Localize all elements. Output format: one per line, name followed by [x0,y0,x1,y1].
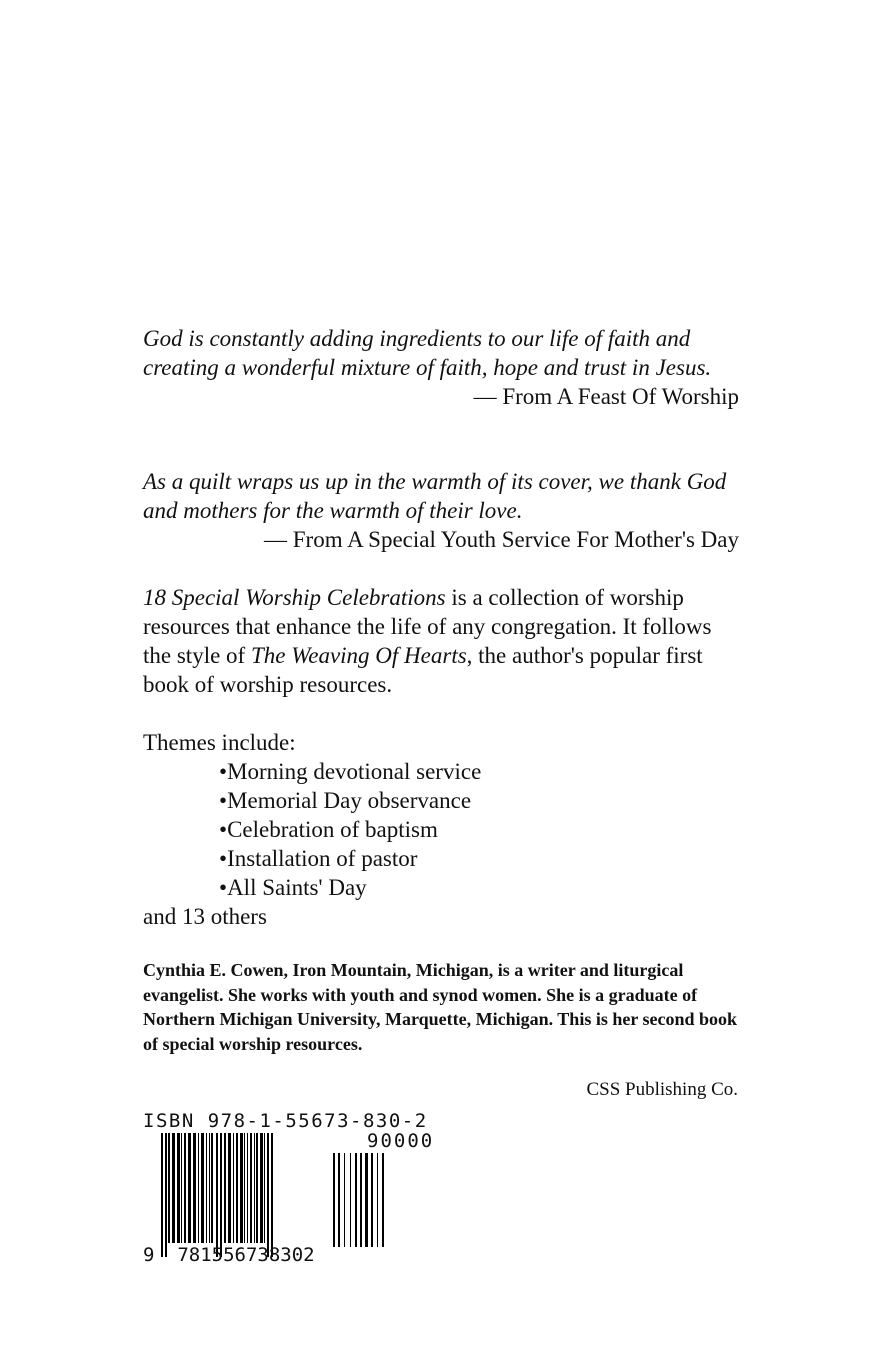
barcode-bar [168,1133,170,1243]
barcode-guard-bar [271,1133,273,1257]
barcode-first-digit: 9 [143,1244,155,1266]
barcode-price-code: 90000 [367,1130,435,1152]
quote-feast-of-worship [143,324,743,411]
barcode-guard-bar [267,1133,269,1257]
theme-item: • All Saints' Day [219,873,743,902]
previous-book-title: The Weaving Of Hearts [250,643,467,668]
themes-intro: Themes include: [143,730,296,755]
theme-item: • Memorial Day observance [219,786,743,815]
barcode-digits [143,1244,315,1266]
themes-more: and 13 others [143,904,267,929]
barcode-addon-bar [350,1153,351,1247]
publisher-name: CSS Publishing Co. [586,1079,738,1100]
quote-attribution: — From A Special Youth Service For Mother's Day [264,527,739,552]
barcode-addon-bar [365,1153,368,1247]
barcode-addon-bar [344,1153,345,1247]
barcode-addon-bars [333,1153,384,1247]
barcode-bar [228,1133,231,1243]
barcode-bar [184,1133,186,1243]
barcode-bar [240,1133,243,1243]
barcode-bar [201,1133,204,1243]
back-cover [143,0,743,1360]
book-description [143,583,743,699]
theme-item: • Morning devotional service [219,757,743,786]
quote-text: God is constantly adding ingredients to our life of faith and creating a wonderful mixture of faith, hope and trust in Jesus. [143,326,712,380]
barcode-guard-bar [216,1133,218,1257]
barcode-main-bars [161,1133,273,1257]
isbn-label: ISBN 978-1-55673-830-2 [143,1110,428,1132]
barcode-bar [209,1133,210,1243]
barcode-bar [181,1133,182,1243]
barcode-bar [264,1133,265,1243]
barcode-bar [250,1133,252,1243]
barcode-addon-bar [333,1153,335,1247]
barcode-bar [233,1133,234,1243]
barcode-addon-bar [377,1153,378,1247]
barcode-addon-bar [371,1153,373,1247]
barcode-bar [172,1133,175,1243]
themes-section [143,728,743,931]
barcode-addon-bar [382,1153,384,1247]
author-bio: Cynthia E. Cowen, Iron Mountain, Michigan, is a writer and liturgical evangelist. She works with youth and synod women. She is a graduate of Northern Michigan University, Marquette, Michigan. This is her second book of special worship resources. [143,960,738,1054]
description-text: is a collection of worship resources that enhance the life of any congregation. It follows the style of [143,585,712,668]
barcode-number: 781556738302 [177,1244,315,1266]
barcode-bar [206,1133,207,1243]
barcode-bar [254,1133,255,1243]
quote-attribution: — From A Feast Of Worship [473,384,739,409]
barcode-guard-bar [220,1133,222,1257]
barcode-bar [177,1133,180,1243]
themes-list [143,757,743,902]
quote-text: As a quilt wraps us up in the warmth of its cover, we thank God and mothers for the warmth of their love. [143,469,727,523]
barcode-bar [244,1133,245,1243]
barcode-bar [224,1133,226,1243]
quote-mothers-day [143,467,743,554]
barcode-bar [198,1133,199,1243]
barcode-bar [260,1133,263,1243]
barcode-bar [211,1133,213,1243]
barcode-bar [236,1133,238,1243]
barcode-addon-bar [355,1153,357,1247]
barcode-bar [256,1133,258,1243]
book-title: 18 Special Worship Celebrations [143,585,446,610]
description-text-end: , the author's popular first book of worship resources. [143,643,703,697]
barcode-guard-bar [165,1133,167,1257]
barcode-guard-bar [161,1133,163,1257]
barcode-addon-bar [360,1153,362,1247]
barcode-bar [188,1133,191,1243]
barcode-bar [193,1133,196,1243]
theme-item: • Celebration of baptism [219,815,743,844]
theme-item: • Installation of pastor [219,844,743,873]
barcode-addon-bar [338,1153,340,1247]
barcode-bar [247,1133,248,1243]
